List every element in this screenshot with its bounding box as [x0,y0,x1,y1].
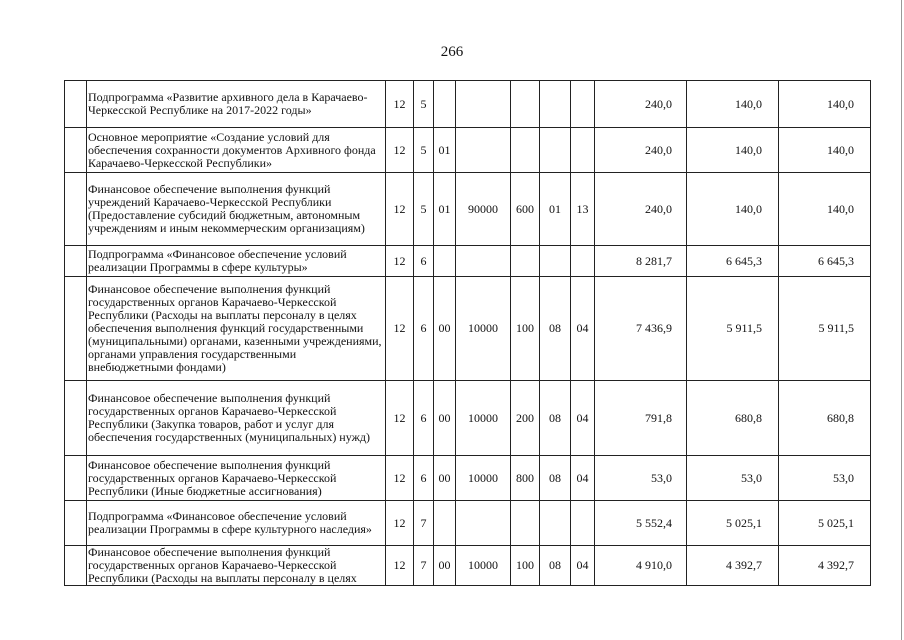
section-code-cell: 12 [386,546,414,586]
section-code-cell: 12 [386,246,414,277]
event-code-cell: 00 [434,546,456,586]
amount-year-2-cell [687,456,779,501]
row-name-cell: Финансовое обеспечение выполнения функций государственных органов Карачаево-Черкесской Республики (Расходы на выплаты персоналу в целях обеспечения выполнения функций государственными (муниципальными) органами, казенными учреждениями, органами управления государственными внебюджетными фондами) [87,277,386,381]
subdepartment-code-cell [571,246,595,277]
subdepartment-code-cell [571,501,595,546]
amount-value: 5 911,5 [818,321,854,335]
amount-value: 240,0 [645,201,672,216]
scan-edge-mark [901,0,902,640]
section-code-cell: 12 [386,81,414,128]
table-row [65,128,871,173]
event-code-cell: 01 [434,128,456,173]
blank-cell [65,456,87,501]
amount-value: 140,0 [735,201,762,216]
amount-value: 5 025,1 [726,515,762,530]
amount-year-1-cell [595,173,687,246]
amount-year-3-cell [779,173,871,246]
amount-value: 140,0 [735,142,762,157]
row-name-cell: Финансовое обеспечение выполнения функций государственных органов Карачаево-Черкесской Республики (Расходы на выплаты персоналу в целях [87,546,386,586]
amount-value: 4 392,7 [726,558,762,572]
table-row [65,246,871,277]
page-number: 266 [440,44,464,60]
table-row [65,501,871,546]
amount-value: 140,0 [827,142,854,157]
budget-table [64,80,871,586]
subsection-code-cell: 6 [414,246,434,277]
amount-year-2-cell [687,381,779,456]
direction-code-cell: 90000 [456,173,511,246]
direction-code-cell [456,81,511,128]
section-code-cell: 12 [386,456,414,501]
amount-value: 53,0 [741,470,762,485]
amount-year-3-cell [779,128,871,173]
amount-year-2-cell [687,81,779,128]
amount-value: 6 645,3 [726,253,762,268]
expense-type-cell: 100 [511,546,540,586]
amount-year-3-cell [779,501,871,546]
subdepartment-code-cell: 13 [571,173,595,246]
amount-value: 5 025,1 [818,515,854,530]
amount-year-2-cell [687,501,779,546]
subsection-code-cell: 7 [414,501,434,546]
amount-value: 140,0 [827,96,854,111]
expense-type-cell: 100 [511,277,540,381]
amount-value: 53,0 [833,470,854,485]
subdepartment-code-cell [571,81,595,128]
row-name-cell: Подпрограмма «Финансовое обеспечение условий реализации Программы в сфере культуры» [87,246,386,277]
amount-year-1-cell [595,456,687,501]
amount-value: 6 645,3 [818,253,854,268]
event-code-cell: 00 [434,277,456,381]
amount-value: 791,8 [645,410,672,425]
subsection-code-cell: 7 [414,546,434,586]
subdepartment-code-cell: 04 [571,456,595,501]
event-code-cell: 00 [434,381,456,456]
section-code-cell: 12 [386,277,414,381]
section-code-cell: 12 [386,381,414,456]
direction-code-cell [456,246,511,277]
subsection-code-cell: 5 [414,128,434,173]
event-code-cell: 00 [434,456,456,501]
event-code-cell [434,246,456,277]
amount-year-3-cell [779,81,871,128]
amount-year-2-cell [687,277,779,381]
row-name-cell: Основное мероприятие «Создание условий для обеспечения сохранности документов Архивного фонда Карачаево-Черкесской Республики» [87,128,386,173]
expense-type-cell: 200 [511,381,540,456]
amount-year-1-cell [595,501,687,546]
department-code-cell: 08 [540,381,571,456]
subsection-code-cell: 5 [414,81,434,128]
expense-type-cell: 800 [511,456,540,501]
row-name-cell: Финансовое обеспечение выполнения функций государственных органов Карачаево-Черкесской Республики (Иные бюджетные ассигнования) [87,456,386,501]
amount-year-2-cell [687,173,779,246]
amount-value: 240,0 [645,142,672,157]
subdepartment-code-cell: 04 [571,277,595,381]
department-code-cell [540,246,571,277]
amount-value: 140,0 [735,96,762,111]
amount-year-1-cell [595,546,687,586]
subsection-code-cell: 6 [414,456,434,501]
amount-year-1-cell [595,128,687,173]
amount-value: 4 910,0 [636,558,672,572]
amount-value: 680,8 [827,410,854,425]
section-code-cell: 12 [386,128,414,173]
table-row [65,81,871,128]
subdepartment-code-cell: 04 [571,546,595,586]
amount-year-2-cell [687,546,779,586]
department-code-cell: 08 [540,456,571,501]
subsection-code-cell: 6 [414,381,434,456]
row-name-cell: Подпрограмма «Развитие архивного дела в Карачаево-Черкесской Республике на 2017-2022 годы» [87,81,386,128]
department-code-cell [540,501,571,546]
direction-code-cell [456,128,511,173]
expense-type-cell: 600 [511,173,540,246]
event-code-cell: 01 [434,173,456,246]
amount-year-3-cell [779,381,871,456]
amount-year-2-cell [687,246,779,277]
department-code-cell: 08 [540,546,571,586]
amount-value: 4 392,7 [818,558,854,572]
amount-year-1-cell [595,246,687,277]
blank-cell [65,501,87,546]
amount-year-3-cell [779,546,871,586]
amount-year-3-cell [779,277,871,381]
expense-type-cell [511,81,540,128]
direction-code-cell: 10000 [456,456,511,501]
amount-value: 240,0 [645,96,672,111]
subsection-code-cell: 6 [414,277,434,381]
amount-year-2-cell [687,128,779,173]
blank-cell [65,246,87,277]
expense-type-cell [511,501,540,546]
amount-year-3-cell [779,246,871,277]
amount-value: 5 911,5 [726,321,762,335]
blank-cell [65,546,87,586]
direction-code-cell: 10000 [456,546,511,586]
direction-code-cell: 10000 [456,381,511,456]
blank-cell [65,128,87,173]
section-code-cell: 12 [386,173,414,246]
subdepartment-code-cell [571,128,595,173]
blank-cell [65,173,87,246]
department-code-cell [540,81,571,128]
row-name-cell: Подпрограмма «Финансовое обеспечение условий реализации Программы в сфере культурного наследия» [87,501,386,546]
event-code-cell [434,501,456,546]
amount-year-1-cell [595,277,687,381]
direction-code-cell [456,501,511,546]
blank-cell [65,277,87,381]
amount-value: 8 281,7 [636,253,672,268]
department-code-cell: 08 [540,277,571,381]
amount-value: 7 436,9 [636,321,672,335]
expense-type-cell [511,246,540,277]
direction-code-cell: 10000 [456,277,511,381]
table-row [65,546,871,586]
amount-value: 53,0 [651,470,672,485]
blank-cell [65,381,87,456]
subsection-code-cell: 5 [414,173,434,246]
event-code-cell [434,81,456,128]
blank-cell [65,81,87,128]
expense-type-cell [511,128,540,173]
amount-year-1-cell [595,381,687,456]
table-row [65,277,871,381]
amount-value: 680,8 [735,410,762,425]
amount-value: 5 552,4 [636,515,672,530]
row-name-cell: Финансовое обеспечение выполнения функций государственных органов Карачаево-Черкесской Республики (Закупка товаров, работ и услуг для обеспечения государственных (муниципальных) нужд) [87,381,386,456]
department-code-cell: 01 [540,173,571,246]
amount-year-3-cell [779,456,871,501]
department-code-cell [540,128,571,173]
amount-value: 140,0 [827,201,854,216]
table-row [65,173,871,246]
table-row [65,381,871,456]
row-name-cell: Финансовое обеспечение выполнения функций учреждений Карачаево-Черкесской Республики (Предоставление субсидий бюджетным, автономным учреждениям и иным некоммерческим организациям) [87,173,386,246]
amount-year-1-cell [595,81,687,128]
section-code-cell: 12 [386,501,414,546]
table-row [65,456,871,501]
subdepartment-code-cell: 04 [571,381,595,456]
